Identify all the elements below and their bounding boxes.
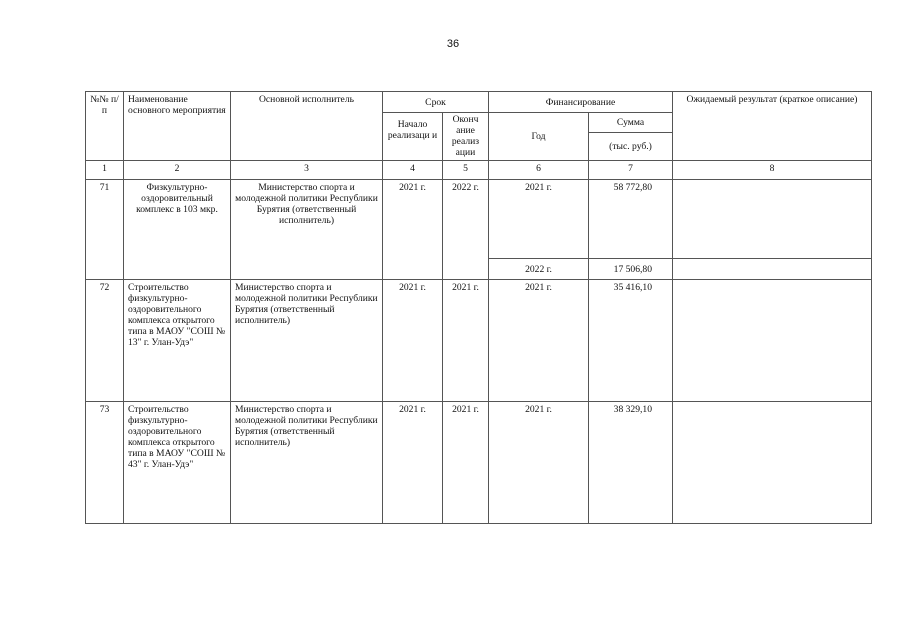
- header-financing: Финансирование: [489, 92, 673, 113]
- row-name: Строительство физкультурно-оздоровительного комплекса открытого типа в МАОУ "СОШ № 13" г. Улан-Удэ": [124, 280, 231, 402]
- row-result: [673, 180, 872, 259]
- row-num: 73: [86, 402, 124, 524]
- row-num: 71: [86, 180, 124, 280]
- column-number: 3: [231, 161, 383, 180]
- header-sum-unit: (тыс. руб.): [589, 133, 673, 161]
- row-executor: Министерство спорта и молодежной политики Республики Бурятия (ответственный исполнитель): [231, 180, 383, 280]
- row-fin-year: 2022 г.: [489, 259, 589, 280]
- row-result: [673, 402, 872, 524]
- column-number: 2: [124, 161, 231, 180]
- header-executor: Основной исполнитель: [231, 92, 383, 161]
- header-num: №№ п/п: [86, 92, 124, 161]
- header-name: Наименование основного мероприятия: [124, 92, 231, 161]
- column-number: 8: [673, 161, 872, 180]
- header-start: Начало реализаци и: [383, 113, 443, 161]
- row-name: Строительство физкультурно-оздоровительного комплекса открытого типа в МАОУ "СОШ № 43" г. Улан-Удэ": [124, 402, 231, 524]
- header-sum: Сумма: [589, 113, 673, 133]
- row-name: Физкультурно-оздоровительный комплекс в 103 мкр.: [124, 180, 231, 280]
- column-number: 7: [589, 161, 673, 180]
- column-number: 4: [383, 161, 443, 180]
- row-start: 2021 г.: [383, 280, 443, 402]
- header-end: Оконч ание реализ ации: [443, 113, 489, 161]
- table-row: [86, 180, 872, 259]
- header-result: Ожидаемый результат (краткое описание): [673, 92, 872, 161]
- row-end: 2021 г.: [443, 280, 489, 402]
- table-row: [86, 280, 872, 402]
- row-result-extra: [673, 259, 872, 280]
- row-fin-sum: 17 506,80: [589, 259, 673, 280]
- column-number: 5: [443, 161, 489, 180]
- column-number: 6: [489, 161, 589, 180]
- row-fin-year: 2021 г.: [489, 402, 589, 524]
- row-result: [673, 280, 872, 402]
- row-fin-year: 2021 г.: [489, 180, 589, 259]
- row-fin-year: 2021 г.: [489, 280, 589, 402]
- row-executor: Министерство спорта и молодежной политики Республики Бурятия (ответственный исполнитель): [231, 280, 383, 402]
- column-number: 1: [86, 161, 124, 180]
- row-start: 2021 г.: [383, 402, 443, 524]
- row-start: 2021 г.: [383, 180, 443, 280]
- table-row: [86, 402, 872, 524]
- row-fin-sum: 58 772,80: [589, 180, 673, 259]
- row-fin-sum: 35 416,10: [589, 280, 673, 402]
- row-num: 72: [86, 280, 124, 402]
- header-year: Год: [489, 113, 589, 161]
- row-end: 2021 г.: [443, 402, 489, 524]
- activities-table: [85, 91, 872, 524]
- page-number: 36: [446, 38, 460, 50]
- row-fin-sum: 38 329,10: [589, 402, 673, 524]
- header-term: Срок: [383, 92, 489, 113]
- column-numbers-row: [86, 161, 872, 180]
- row-executor: Министерство спорта и молодежной политики Республики Бурятия (ответственный исполнитель): [231, 402, 383, 524]
- row-end: 2022 г.: [443, 180, 489, 280]
